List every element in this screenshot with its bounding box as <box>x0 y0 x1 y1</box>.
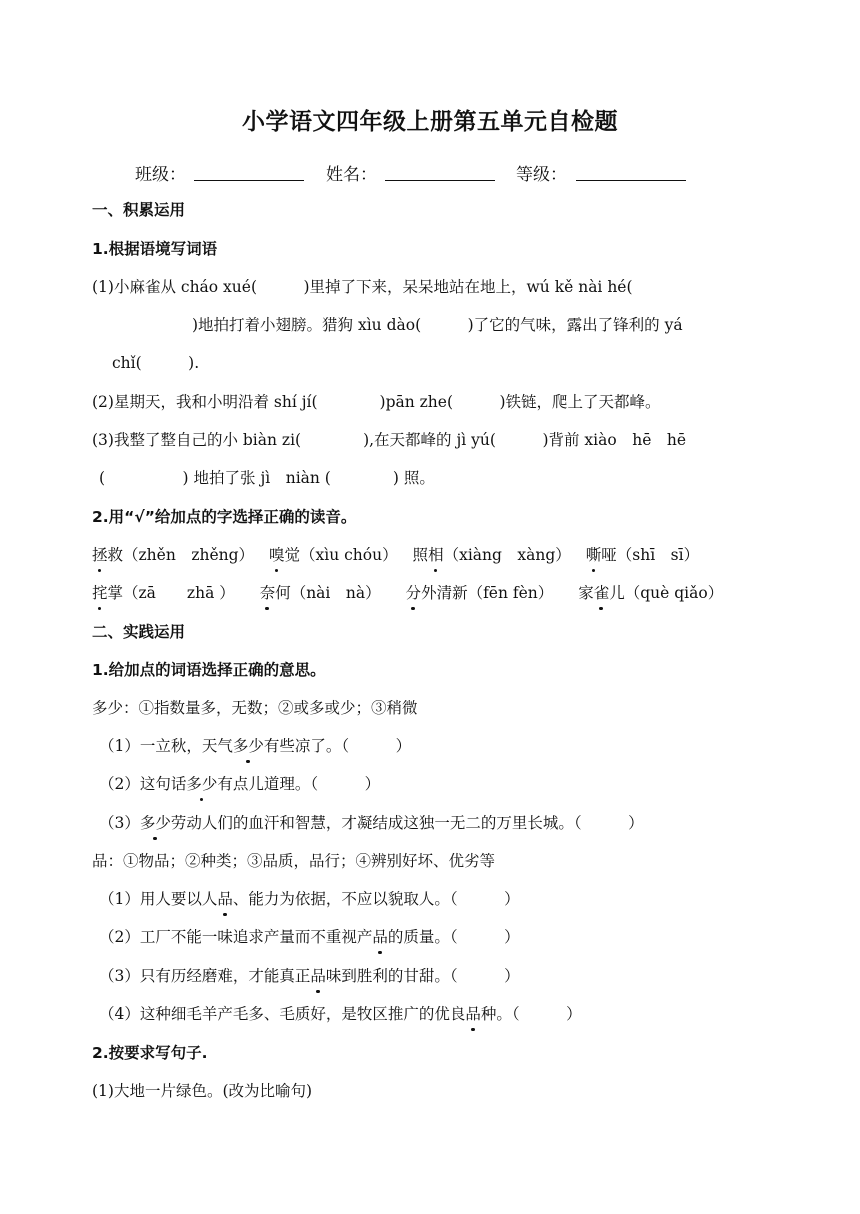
section-2-heading: 二、实践运用 <box>92 623 186 641</box>
q1-line-4: (2)星期天，我和小明沿着 shí jí( )pān zhe( )铁链，爬上了天都峰。 <box>92 393 661 411</box>
pron-item: 照相（xiàng xàng） <box>412 546 571 564</box>
grade-blank[interactable] <box>576 180 686 181</box>
s2-q1-heading: 1.给加点的词语选择正确的意思。 <box>92 661 326 679</box>
grade-label: 等级： <box>516 165 567 185</box>
q1-line-1: (1)小麻雀从 cháo xué( )里掉了下来，呆呆地站在地上，wú kě nài hé( <box>92 278 633 296</box>
duoshao-definitions: 多少：①指数量多，无数；②或多或少；③稍微 <box>92 699 418 717</box>
class-blank[interactable] <box>194 180 304 181</box>
s2-q2-heading: 2.按要求写句子. <box>92 1044 208 1062</box>
class-label: 班级： <box>135 165 186 185</box>
pron-item: 家雀儿（què qiǎo） <box>578 584 724 602</box>
q1-line-6: ( ) 地拍了张 jì niàn ( ) 照。 <box>99 469 435 487</box>
pin-item-3: （3）只有历经磨难，才能真正品味到胜利的甘甜。（ ） <box>99 967 520 985</box>
q2-row-1 <box>92 544 699 566</box>
pin-item-2: （2）工厂不能一味追求产量而不重视产品的质量。（ ） <box>99 928 520 946</box>
pron-item: 拯救（zhěn zhěng） <box>92 546 255 564</box>
duoshao-item-1: （1）一立秋，天气多少有些凉了。（ ） <box>99 737 412 755</box>
q2-heading: 2.用“√”给加点的字选择正确的读音。 <box>92 508 357 526</box>
q1-line-3: chǐ( ). <box>112 354 200 372</box>
pin-definitions: 品：①物品；②种类；③品质，品行；④辨别好坏、优劣等 <box>92 852 496 870</box>
pron-item: 嘶哑（shī sī） <box>585 546 700 564</box>
pron-item: 分外清新（fēn fèn） <box>405 584 554 602</box>
pin-item-4: （4）这种细毛羊产毛多、毛质好，是牧区推广的优良品种。（ ） <box>99 1005 582 1023</box>
page-title: 小学语文四年级上册第五单元自检题 <box>242 109 618 135</box>
duoshao-item-2: （2）这句话多少有点儿道理。（ ） <box>99 775 381 793</box>
pron-item: 嗅觉（xìu chóu） <box>269 546 398 564</box>
pron-item: 奈何（nài nà） <box>259 584 381 602</box>
name-blank[interactable] <box>385 180 495 181</box>
dotted-word: 多少 <box>232 737 264 755</box>
q1-line-5: (3)我整了整自己的小 biàn zi( ),在天都峰的 jì yú( )背前 xiào hē hē <box>92 431 687 449</box>
q1-heading: 1.根据语境写词语 <box>92 240 218 258</box>
pin-item-1: （1）用人要以人品、能力为依据，不应以貌取人。（ ） <box>99 890 520 908</box>
q2-row-2 <box>92 582 723 604</box>
pron-item: 挓掌（zā zhā ） <box>92 584 235 602</box>
duoshao-item-3: （3）多少劳动人们的血汗和智慧，才凝结成这独一无二的万里长城。（ ） <box>99 814 644 832</box>
s2-q2-line-1: (1)大地一片绿色。(改为比喻句) <box>92 1082 313 1100</box>
q1-line-2: )地拍打着小翅膀。猎狗 xìu dào( )了它的气味，露出了锋利的 yá <box>192 316 683 334</box>
name-label: 姓名： <box>326 165 377 185</box>
section-1-heading: 一、积累运用 <box>92 201 186 219</box>
